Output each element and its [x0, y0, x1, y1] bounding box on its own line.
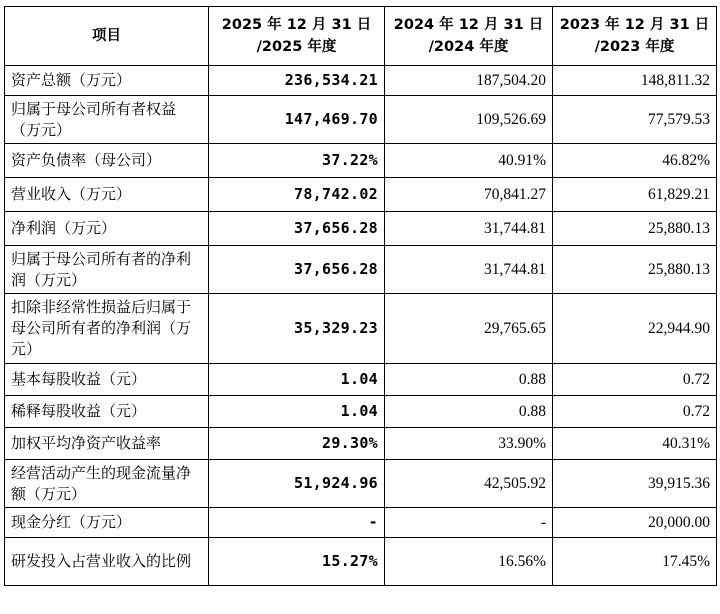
table-row	[5, 428, 717, 460]
value-2024: 29,765.65	[385, 294, 553, 364]
value-2023: 77,579.53	[553, 96, 717, 144]
row-label: 营业收入（万元）	[5, 178, 209, 212]
value-2023: 25,880.13	[553, 212, 717, 246]
table-row	[5, 396, 717, 428]
table-row	[5, 66, 717, 96]
table-row	[5, 178, 717, 212]
value-2024: -	[385, 508, 553, 538]
table-row	[5, 294, 717, 364]
value-2024: 40.91%	[385, 144, 553, 178]
header-item: 项目	[5, 7, 209, 66]
table-row	[5, 212, 717, 246]
value-2025: 29.30%	[209, 428, 385, 460]
row-label: 资产负债率（母公司）	[5, 144, 209, 178]
table-row	[5, 144, 717, 178]
value-2025: 37,656.28	[209, 212, 385, 246]
financial-summary-table	[4, 6, 717, 586]
header-2023: 2023 年 12 月 31 日 /2023 年度	[553, 7, 717, 66]
value-2025: 1.04	[209, 364, 385, 396]
value-2023: 22,944.90	[553, 294, 717, 364]
value-2025: 37,656.28	[209, 246, 385, 294]
row-label: 基本每股收益（元）	[5, 364, 209, 396]
value-2025: 78,742.02	[209, 178, 385, 212]
table-header-row	[5, 7, 717, 66]
table-row	[5, 508, 717, 538]
row-label: 资产总额（万元）	[5, 66, 209, 96]
value-2025: 15.27%	[209, 538, 385, 586]
value-2024: 187,504.20	[385, 66, 553, 96]
value-2024: 31,744.81	[385, 246, 553, 294]
row-label: 归属于母公司所有者权益（万元）	[5, 96, 209, 144]
row-label: 研发投入占营业收入的比例	[5, 538, 209, 586]
row-label: 扣除非经常性损益后归属于母公司所有者的净利润（万元）	[5, 294, 209, 364]
financial-summary-table-container	[4, 6, 717, 586]
value-2023: 20,000.00	[553, 508, 717, 538]
value-2024: 31,744.81	[385, 212, 553, 246]
row-label: 净利润（万元）	[5, 212, 209, 246]
row-label: 经营活动产生的现金流量净额（万元）	[5, 460, 209, 508]
value-2023: 40.31%	[553, 428, 717, 460]
value-2023: 0.72	[553, 364, 717, 396]
row-label: 稀释每股收益（元）	[5, 396, 209, 428]
table-row	[5, 364, 717, 396]
value-2024: 0.88	[385, 396, 553, 428]
value-2025: 236,534.21	[209, 66, 385, 96]
table-row	[5, 96, 717, 144]
header-2025: 2025 年 12 月 31 日 /2025 年度	[209, 7, 385, 66]
value-2023: 17.45%	[553, 538, 717, 586]
value-2023: 148,811.32	[553, 66, 717, 96]
value-2024: 70,841.27	[385, 178, 553, 212]
value-2023: 0.72	[553, 396, 717, 428]
value-2023: 61,829.21	[553, 178, 717, 212]
header-2024: 2024 年 12 月 31 日 /2024 年度	[385, 7, 553, 66]
value-2024: 42,505.92	[385, 460, 553, 508]
value-2024: 109,526.69	[385, 96, 553, 144]
value-2025: 147,469.70	[209, 96, 385, 144]
value-2024: 16.56%	[385, 538, 553, 586]
value-2023: 46.82%	[553, 144, 717, 178]
value-2025: -	[209, 508, 385, 538]
table-row	[5, 246, 717, 294]
value-2024: 33.90%	[385, 428, 553, 460]
table-row	[5, 460, 717, 508]
row-label: 现金分红（万元）	[5, 508, 209, 538]
value-2025: 35,329.23	[209, 294, 385, 364]
value-2024: 0.88	[385, 364, 553, 396]
row-label: 归属于母公司所有者的净利润（万元）	[5, 246, 209, 294]
value-2025: 1.04	[209, 396, 385, 428]
value-2023: 39,915.36	[553, 460, 717, 508]
row-label: 加权平均净资产收益率	[5, 428, 209, 460]
table-row	[5, 538, 717, 586]
value-2025: 37.22%	[209, 144, 385, 178]
value-2023: 25,880.13	[553, 246, 717, 294]
value-2025: 51,924.96	[209, 460, 385, 508]
